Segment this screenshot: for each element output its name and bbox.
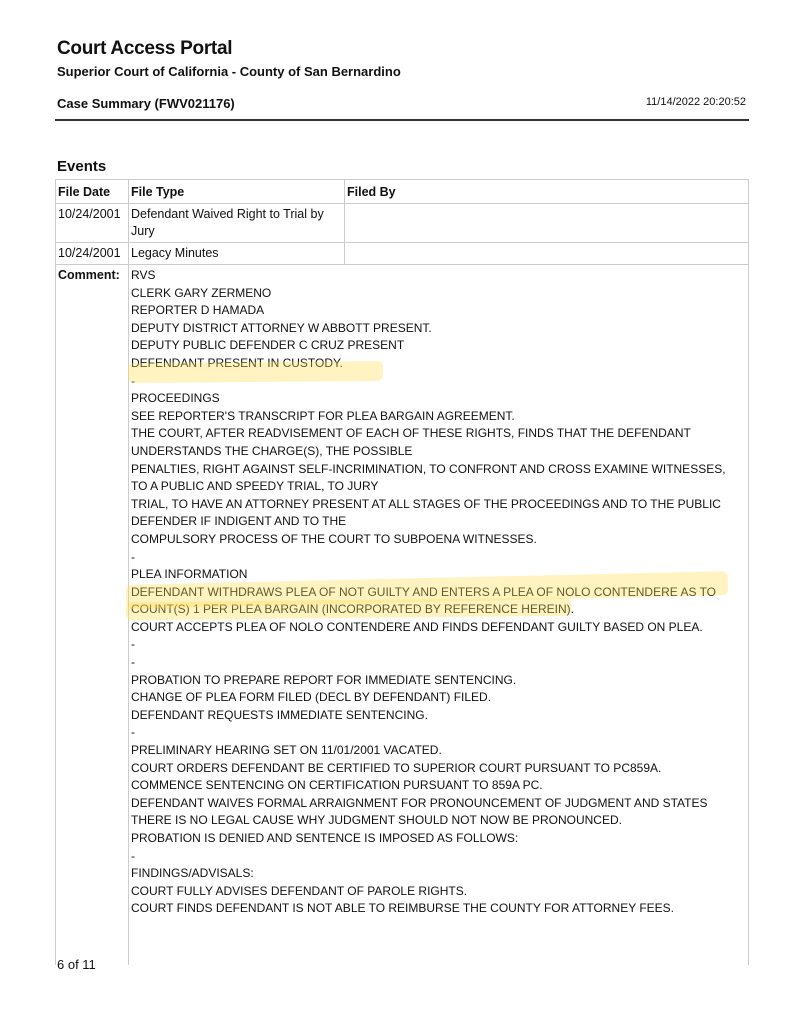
timestamp: 11/14/2022 20:20:52 bbox=[645, 96, 746, 108]
comment-line: - bbox=[131, 373, 135, 388]
comment-line: DEPUTY PUBLIC DEFENDER C CRUZ PRESENT bbox=[131, 338, 405, 353]
comment-line: CLERK GARY ZERMENO bbox=[131, 285, 272, 300]
comment-line: COURT ACCEPTS PLEA OF NOLO CONTENDERE AND FINDS DEFENDANT GUILTY BASED ON PLEA. bbox=[131, 619, 703, 634]
comment-line: THERE IS NO LEGAL CAUSE WHY JUDGMENT SHOULD NOT NOW BE PRONOUNCED. bbox=[131, 813, 622, 828]
comment-line: COMMENCE SENTENCING ON CERTIFICATION PURSUANT TO 859A PC. bbox=[131, 778, 543, 793]
comment-line: PLEA INFORMATION bbox=[131, 567, 248, 582]
comment-text bbox=[129, 265, 749, 965]
comment-line: DEFENDANT PRESENT IN CUSTODY. bbox=[131, 355, 343, 370]
comment-line: - bbox=[131, 655, 135, 670]
comment-line: PROBATION IS DENIED AND SENTENCE IS IMPOSED AS FOLLOWS: bbox=[131, 831, 519, 845]
comment-line: PENALTIES, RIGHT AGAINST SELF-INCRIMINATION, TO CONFRONT AND CROSS EXAMINE WITNESSES, bbox=[131, 461, 726, 476]
column-file-type: File Type bbox=[129, 180, 345, 204]
comment-line: PROBATION TO PREPARE REPORT FOR IMMEDIATE SENTENCING. bbox=[131, 672, 517, 687]
events-table bbox=[55, 179, 749, 965]
filed-by bbox=[345, 204, 749, 243]
page-number: 6 of 11 bbox=[57, 957, 96, 972]
header-divider bbox=[55, 119, 749, 121]
comment-line: COURT FINDS DEFENDANT IS NOT ABLE TO REIMBURSE THE COUNTY FOR ATTORNEY FEES. bbox=[131, 901, 674, 916]
file-type: Defendant Waived Right to Trial by Jury bbox=[129, 204, 345, 243]
comment-line: TO A PUBLIC AND SPEEDY TRIAL, TO JURY bbox=[131, 479, 379, 494]
comment-line: CHANGE OF PLEA FORM FILED (DECL BY DEFENDANT) FILED. bbox=[131, 690, 492, 705]
comment-row bbox=[56, 265, 749, 965]
comment-line: - bbox=[131, 725, 135, 740]
comment-line: TRIAL, TO HAVE AN ATTORNEY PRESENT AT ALL STAGES OF THE PROCEEDINGS AND TO THE PUBLIC bbox=[131, 496, 721, 511]
file-date: 10/24/2001 bbox=[56, 243, 129, 265]
court-name: Superior Court of California - County of San Bernardino bbox=[57, 64, 401, 79]
comment-line: FINDINGS/ADVISALS: bbox=[131, 866, 254, 881]
table-row bbox=[56, 243, 749, 265]
comment-line: COMPULSORY PROCESS OF THE COURT TO SUBPOENA WITNESSES. bbox=[131, 531, 537, 546]
file-date: 10/24/2001 bbox=[56, 204, 129, 243]
comment-line: - bbox=[131, 848, 135, 863]
comment-line: UNDERSTANDS THE CHARGE(S), THE POSSIBLE bbox=[131, 443, 413, 458]
filed-by bbox=[345, 243, 749, 265]
comment-line: REPORTER D HAMADA bbox=[131, 303, 265, 318]
comment-line: COURT ORDERS DEFENDANT BE CERTIFIED TO SUPERIOR COURT PURSUANT TO PC859A. bbox=[131, 760, 662, 775]
case-summary-title: Case Summary (FWV021176) bbox=[57, 96, 235, 111]
comment-line: DEFENDER IF INDIGENT AND TO THE bbox=[131, 514, 347, 529]
comment-line: DEFENDANT REQUESTS IMMEDIATE SENTENCING. bbox=[131, 707, 428, 722]
file-type: Legacy Minutes bbox=[129, 243, 345, 265]
comment-line: - bbox=[131, 549, 135, 564]
comment-line: COUNT(S) 1 PER PLEA BARGAIN (INCORPORATED BY REFERENCE HEREIN). bbox=[131, 602, 574, 617]
comment-line: COURT FULLY ADVISES DEFENDANT OF PAROLE RIGHTS. bbox=[131, 883, 468, 898]
comment-line: PRELIMINARY HEARING SET ON 11/01/2001 VACATED. bbox=[131, 743, 442, 758]
comment-line: SEE REPORTER'S TRANSCRIPT FOR PLEA BARGAIN AGREEMENT. bbox=[131, 408, 515, 423]
column-filed-by: Filed By bbox=[345, 180, 749, 204]
comment-line: - bbox=[131, 637, 135, 652]
portal-title: Court Access Portal bbox=[57, 38, 233, 59]
comment-line: DEFENDANT WAIVES FORMAL ARRAIGNMENT FOR PRONOUNCEMENT OF JUDGMENT AND STATES bbox=[131, 795, 708, 810]
table-row bbox=[56, 204, 749, 243]
events-heading: Events bbox=[57, 158, 107, 175]
column-file-date: File Date bbox=[56, 180, 129, 204]
comment-label: Comment: bbox=[56, 265, 129, 965]
comment-line: DEPUTY DISTRICT ATTORNEY W ABBOTT PRESENT. bbox=[131, 320, 432, 335]
comment-line: RVS bbox=[131, 268, 156, 282]
comment-line: PROCEEDINGS bbox=[131, 391, 220, 406]
comment-line: DEFENDANT WITHDRAWS PLEA OF NOT GUILTY AND ENTERS A PLEA OF NOLO CONTENDERE AS TO bbox=[131, 584, 717, 599]
table-header bbox=[56, 180, 749, 204]
comment-line: THE COURT, AFTER READVISEMENT OF EACH OF THESE RIGHTS, FINDS THAT THE DEFENDANT bbox=[131, 426, 691, 441]
